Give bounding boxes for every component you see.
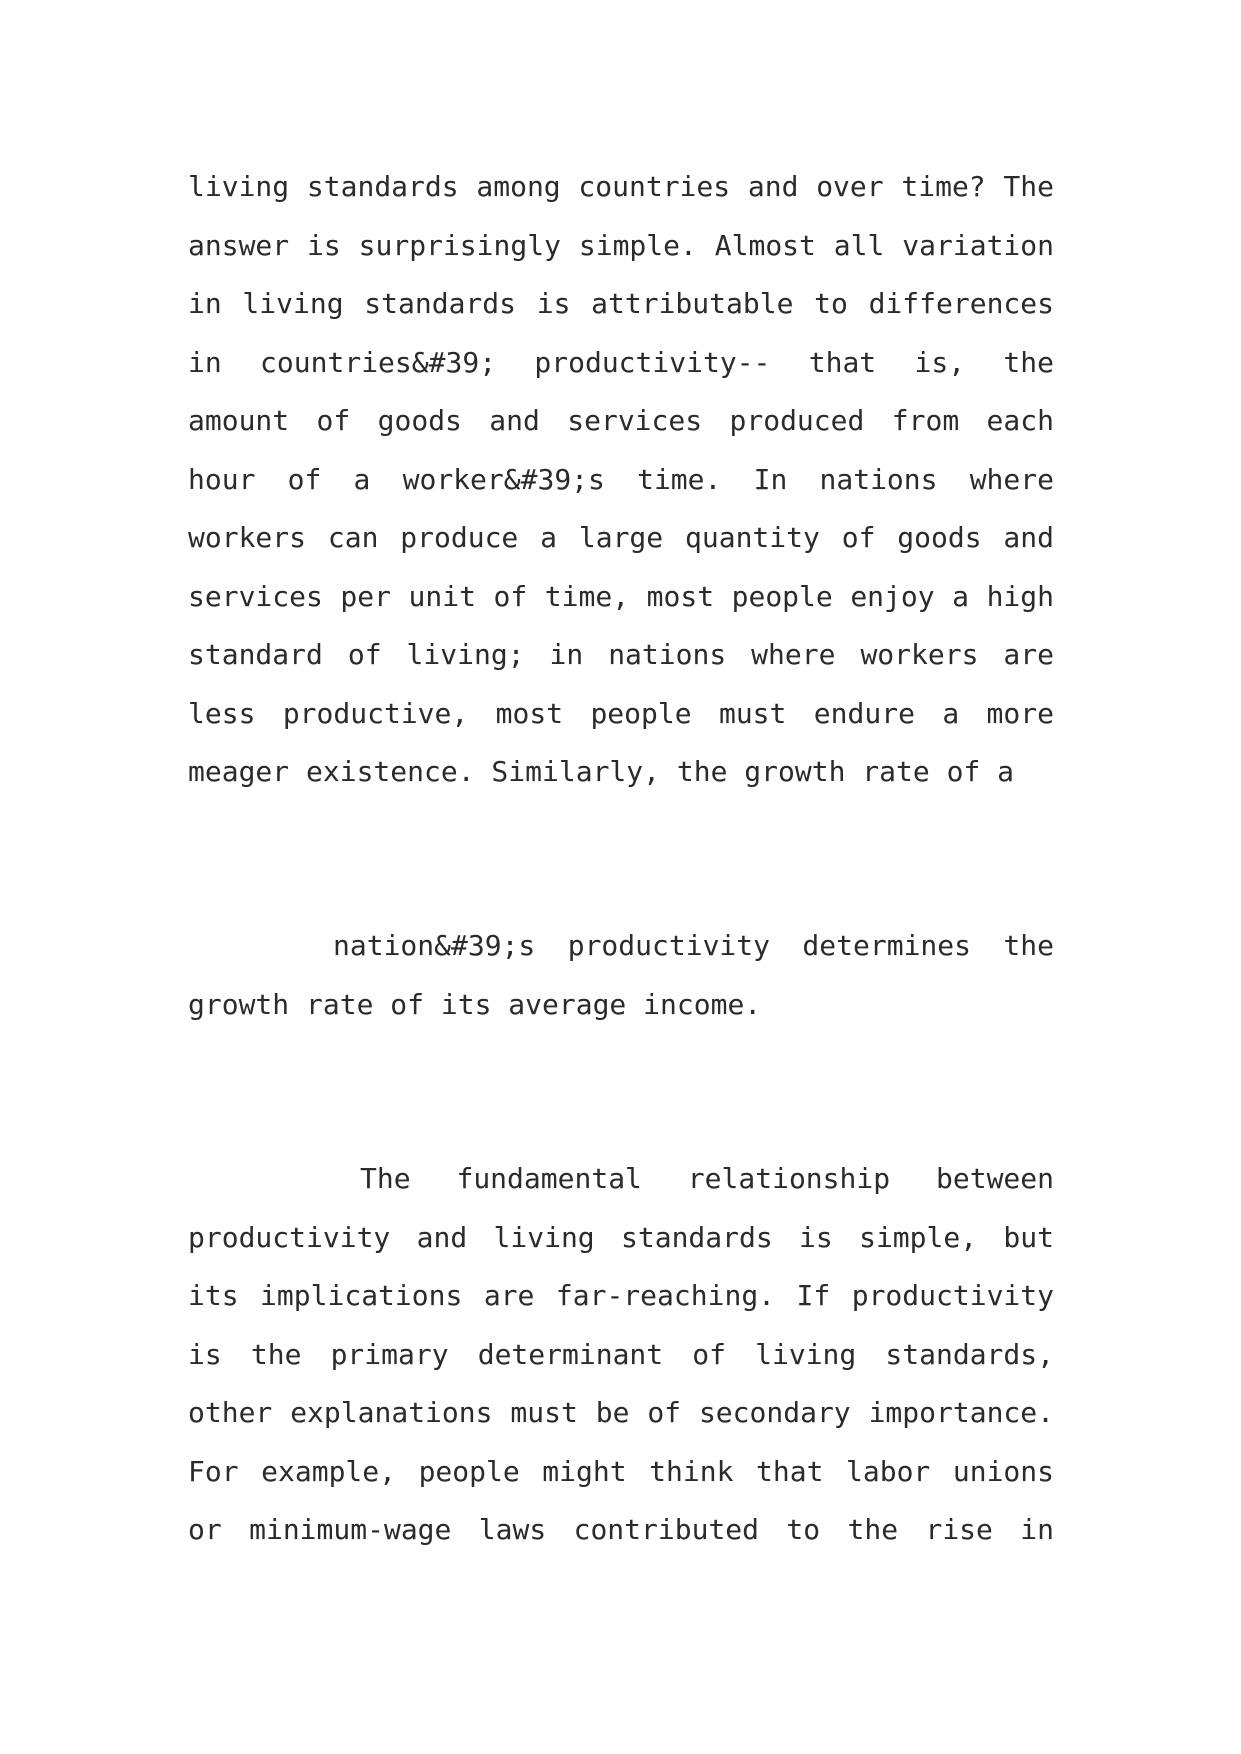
text-line: growth rate of its average income. [188,987,762,1021]
text-line: The fundamental relationship between [360,1162,1054,1195]
paragraph-fundamental-relationship [188,1150,1054,1560]
text-line: services per unit of time, most people enjoy a high [188,579,1054,613]
text-line: other explanations must be of secondary importance. [188,1396,1054,1429]
text-line: nation&#39;s productivity determines the [333,929,1054,962]
text-line: amount of goods and services produced from each [188,404,1054,437]
text-line: hour of a worker&#39;s time. In nations where [188,462,1054,496]
text-line: is the primary determinant of living standards, [188,1337,1054,1371]
text-line: meager existence. Similarly, the growth rate of a [188,755,1015,788]
text-line: standard of living; in nations where workers are [188,638,1054,671]
text-line: For example, people might think that labor unions [188,1454,1054,1488]
text-line: productivity and living standards is simple, but [188,1220,1054,1254]
text-line: living standards among countries and over time? The [188,170,1054,203]
text-line: less productive, most people must endure a more [188,696,1054,730]
text-line: its implications are far-reaching. If productivity [188,1279,1054,1312]
paragraph-productivity-living-standards [188,158,1054,802]
text-line: answer is surprisingly simple. Almost all variation [188,228,1054,262]
text-line: or minimum-wage laws contributed to the rise in [188,1513,1054,1546]
text-line: workers can produce a large quantity of goods and [188,521,1054,554]
text-line: in countries&#39; productivity-- that is, the [188,345,1054,379]
paragraph-growth-rate [188,917,1054,1034]
text-line: in living standards is attributable to differences [188,287,1054,320]
